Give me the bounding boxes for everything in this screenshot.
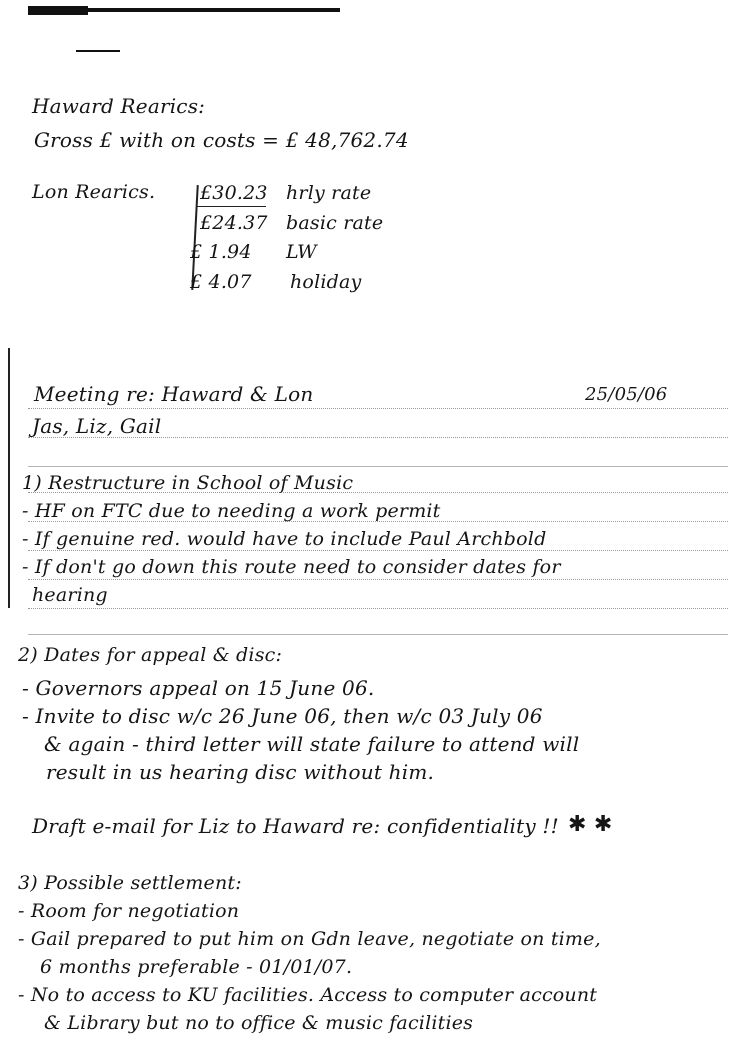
asterisk-icon: ✱ ✱ bbox=[568, 812, 613, 837]
rate-label: LW bbox=[286, 241, 317, 263]
meeting-attendees: Jas, Liz, Gail bbox=[32, 414, 162, 438]
pay-heading: Haward Rearics: bbox=[32, 94, 206, 118]
ruled-line bbox=[28, 579, 728, 580]
section3-line: & Library but no to office & music facilities bbox=[44, 1012, 474, 1034]
meeting-date: 25/05/06 bbox=[585, 384, 668, 405]
rate-amount: £ 1.94 bbox=[190, 241, 252, 263]
rate-amount: £30.23 bbox=[200, 182, 268, 204]
section1-line: hearing bbox=[32, 584, 108, 606]
gross-line: Gross £ with on costs = £ 48,762.74 bbox=[34, 128, 409, 152]
lon-label: Lon Rearics. bbox=[32, 181, 156, 203]
section3-heading: 3) Possible settlement: bbox=[18, 872, 242, 894]
rate-label: basic rate bbox=[286, 212, 384, 234]
section1-heading: 1) Restructure in School of Music bbox=[22, 472, 354, 494]
section2-line: & again - third letter will state failure to attend will bbox=[44, 732, 580, 756]
rates-underline bbox=[196, 206, 266, 207]
ruled-line bbox=[28, 408, 728, 409]
ruled-line bbox=[28, 634, 728, 635]
section3-line: - Room for negotiation bbox=[18, 900, 240, 922]
rate-amount: £ 4.07 bbox=[190, 271, 252, 293]
section3-line: - Gail prepared to put him on Gdn leave, negotiate on time, bbox=[18, 928, 601, 950]
ruled-line bbox=[28, 550, 728, 551]
rate-amount: £24.37 bbox=[200, 212, 268, 234]
left-margin-line bbox=[8, 348, 10, 608]
draft-email-note: Draft e-mail for Liz to Haward re: confidentiality !! bbox=[32, 814, 559, 838]
ruled-line bbox=[28, 608, 728, 609]
section1-line: - HF on FTC due to needing a work permit bbox=[22, 500, 441, 522]
section3-line: - No to access to KU facilities. Access to computer account bbox=[18, 984, 598, 1006]
section2-line: - Invite to disc w/c 26 June 06, then w/c 03 July 06 bbox=[22, 704, 543, 728]
section2-line: result in us hearing disc without him. bbox=[46, 760, 435, 784]
section3-line: 6 months preferable - 01/01/07. bbox=[40, 956, 353, 978]
ruled-line bbox=[28, 466, 728, 467]
section1-line: - If genuine red. would have to include Paul Archbold bbox=[22, 528, 547, 550]
rate-label: holiday bbox=[290, 271, 362, 293]
scan-edge-mark bbox=[28, 6, 88, 15]
top-dash-mark bbox=[76, 50, 120, 52]
section1-line: - If don't go down this route need to consider dates for bbox=[22, 556, 561, 578]
section2-line: - Governors appeal on 15 June 06. bbox=[22, 676, 375, 700]
meeting-title: Meeting re: Haward & Lon bbox=[34, 382, 314, 406]
section2-heading: 2) Dates for appeal & disc: bbox=[18, 644, 283, 666]
rate-label: hrly rate bbox=[286, 182, 372, 204]
